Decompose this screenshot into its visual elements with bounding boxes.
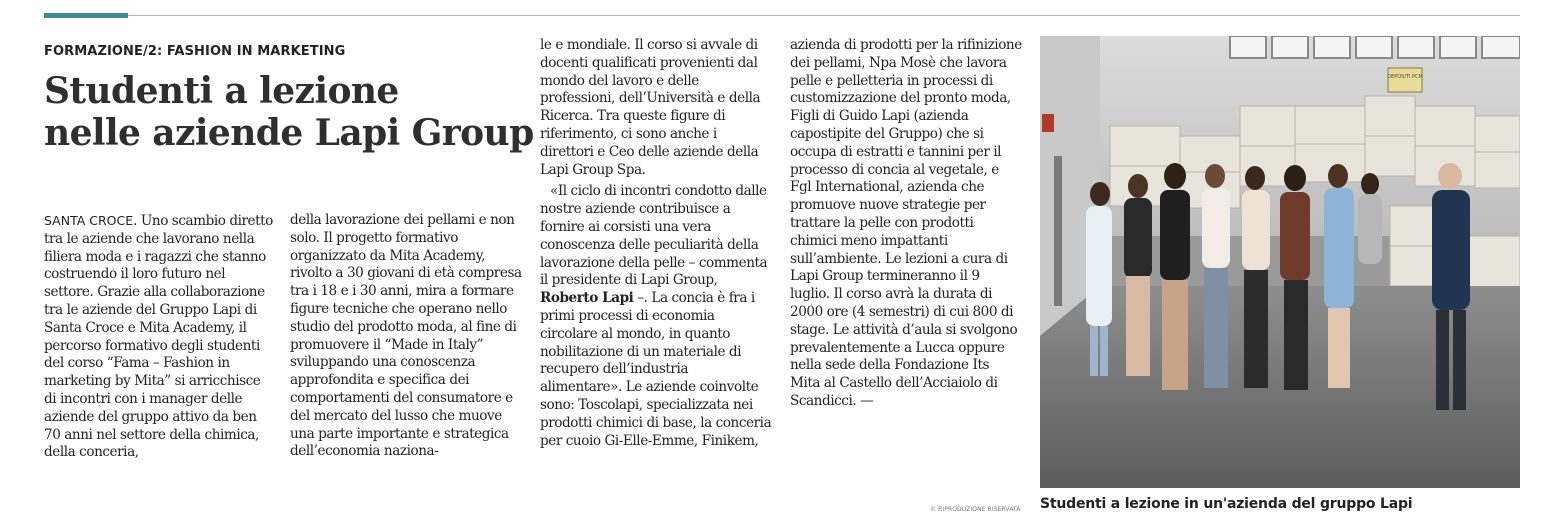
quote-part-a: «Il ciclo di incontri condotto dalle nostre aziende contribuisce a fornire ai corsisti una vera conoscenza delle peculiarità della lavorazione della pelle – commenta il presidente di Lapi Group,: [540, 183, 768, 289]
article-column-2: [290, 212, 524, 461]
article-headline: [44, 70, 534, 154]
article-kicker: FORMAZIONE/2: FASHION IN MARKETING: [44, 44, 346, 59]
column-4-text: azienda di prodotti per la rifinizione dei pellami, Npa Mosè che lavora pelle e pelletteria in processi di customizzazione del pronto moda, Figli di Guido Lapi (azienda capostipite del Gruppo) che si occupa di estratti e tannini per il processo di concia al vegetale, e Fgl International, azienda che promuove nuove strategie per trattare la pelle con prodotti chimici meno impattanti sull’ambiente. Le lezioni a cura di Lapi Group termineranno il 9 luglio. Il corso avrà la durata di 2000 ore (4 semestri) di cui 800 di stage. Le attività d’aula si svolgono prevalentemente a Lucca oppure nella sede della Fondazione Its Mita al Castello dell’Acciaiolo di Scandicci. —: [790, 37, 1022, 409]
article-photo: [1040, 36, 1520, 488]
headline-line-1: Studenti a lezione: [44, 70, 399, 112]
article-column-3: [540, 37, 772, 450]
photo-caption: Studenti a lezione in un'azienda del gruppo Lapi: [1040, 496, 1413, 512]
photo-sign-text: DEPOSITI PCM: [1387, 74, 1423, 80]
quote-part-b: –. La concia è fra i primi processi di economia circolare al mondo, in quanto nobilitazione di un materiale di recupero dell’industria alimentare». Le aziende coinvolte sono: Toscolapi, specializzata nei prodotti chimici di base, la conceria per cuoio Gi-Elle-Emme, Finikem,: [540, 290, 772, 449]
article-column-1: [44, 212, 274, 462]
column-3-paragraph-1: le e mondiale. Il corso si avvale di docenti qualificati provenienti dal mondo del lavoro e delle professioni, dell’Università e della Ricerca. Tra queste figure di riferimento, ci sono anche i direttori e Ceo delle aziende della Lapi Group Spa.: [540, 37, 761, 178]
headline-line-2: nelle aziende Lapi Group: [44, 112, 534, 154]
quoted-person-name: Roberto Lapi: [540, 290, 634, 307]
dateline: SANTA CROCE: [44, 213, 134, 228]
column-2-text: della lavorazione dei pellami e non solo. Il progetto formativo organizzato da Mita Academy, rivolto a 30 giovani di età compresa tra i 18 e i 30 anni, mira a formare figure tecniche che operano nello studio del prodotto moda, al fine di promuovere il “Made in Italy” sviluppando una conoscenza approfondita e specifica dei comportamenti del consumatore e del mercato del lusso che muove una parte importante e strategica dell’economia naziona-: [290, 212, 522, 460]
column-1-text: . Uno scambio diretto tra le aziende che lavorano nella filiera moda e i ragazzi che stanno costruendo il loro futuro nel settore. Grazie alla collaborazione tra le aziende del Gruppo Lapi di Santa Croce e Mita Academy, il percorso formativo degli studenti del corso “Fama – Fashion in marketing by Mita” si arricchisce di incontri con i manager delle aziende del gruppo attivo da ben 70 anni nel settore della chimica, della conceria,: [44, 213, 273, 461]
section-accent-bar: [44, 13, 128, 18]
article-column-4: [790, 37, 1022, 411]
warehouse-photo-illustration: [1040, 36, 1520, 488]
copyright-notice: © RIPRODUZIONE RISERVATA: [930, 506, 1021, 513]
top-rule: [44, 15, 1520, 16]
column-3-paragraph-2: [540, 183, 772, 450]
